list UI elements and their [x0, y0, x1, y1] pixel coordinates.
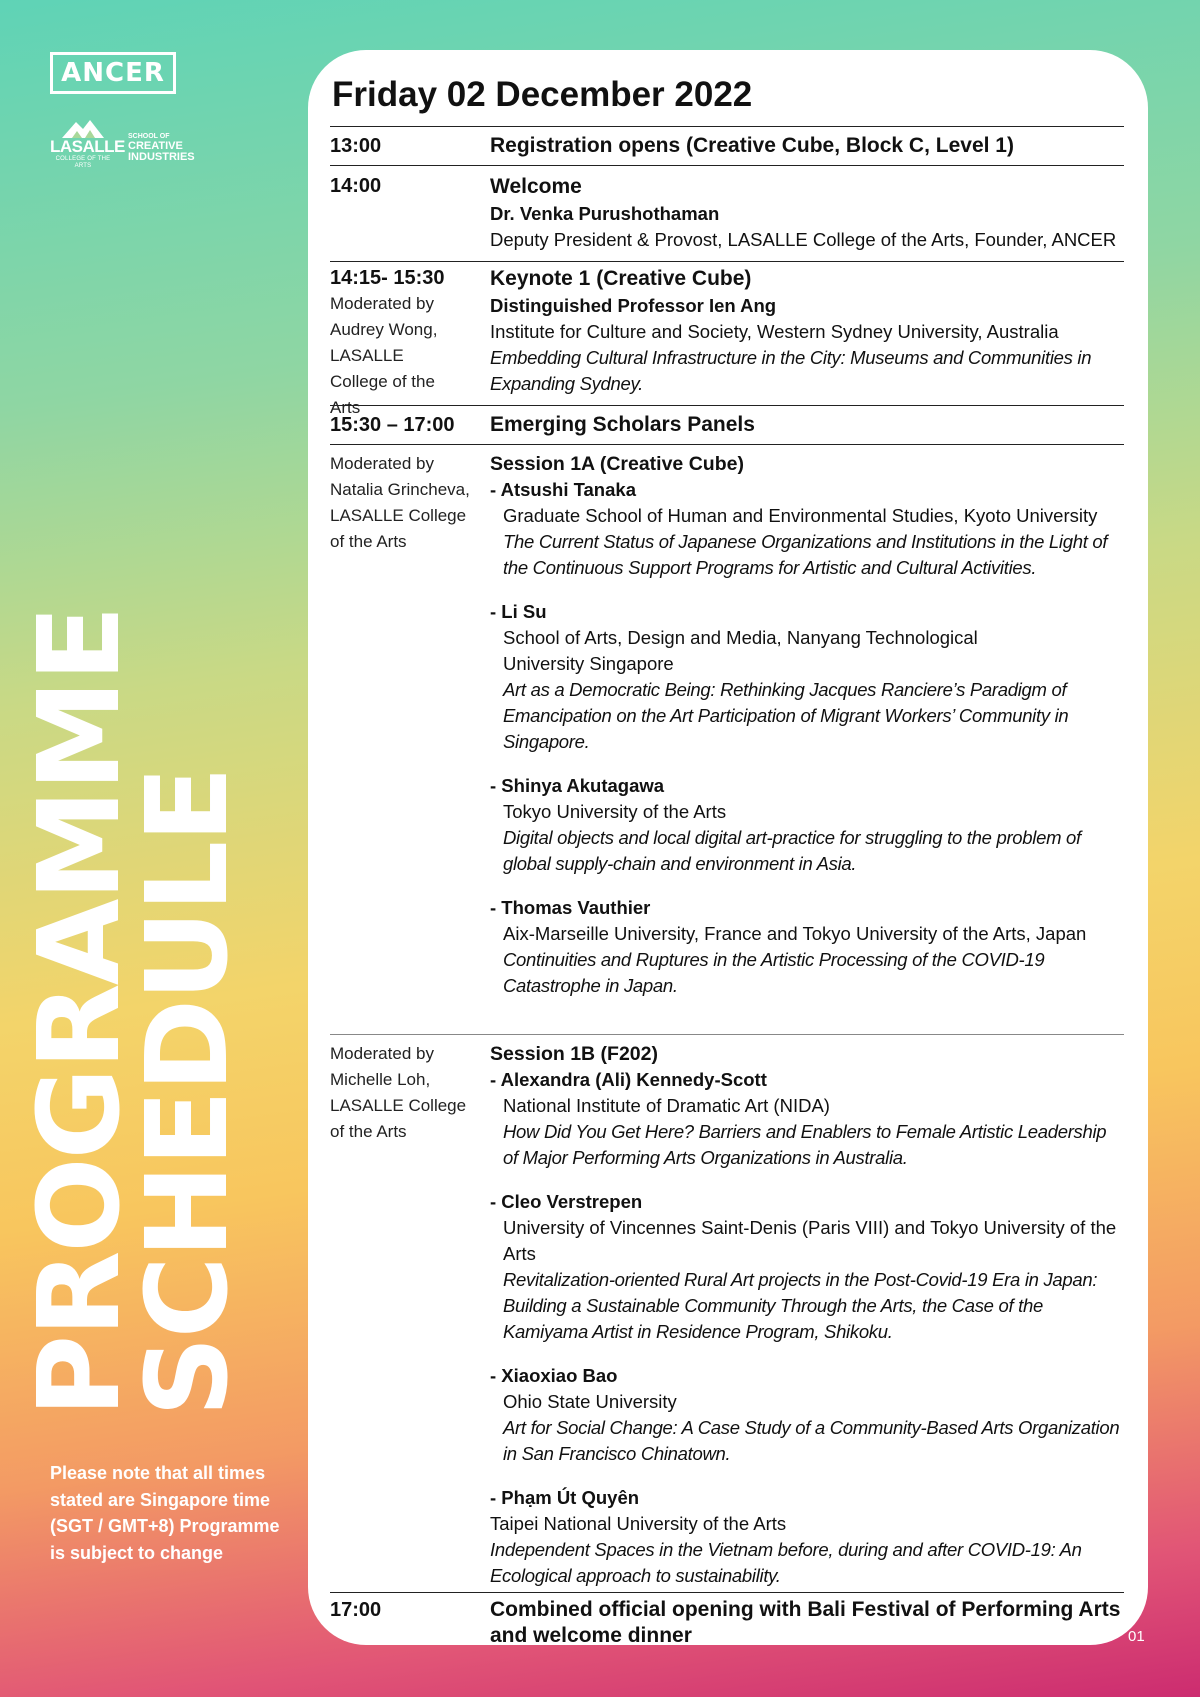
event-registration: Registration opens (Creative Cube, Block C, Level 1)	[490, 134, 1014, 157]
page-number: 01	[1128, 1628, 1145, 1645]
entry-1a-3-talk: Digital objects and local digital art-practice for struggling to the problem of global supply-chain and environment in Asia.	[503, 827, 1081, 874]
session-1a-content	[490, 451, 1124, 1034]
entry-1b-1-affiliation: National Institute of Dramatic Art (NIDA)	[503, 1095, 830, 1116]
entry-1a-3-name: - Shinya Akutagawa	[490, 775, 665, 796]
row-closing	[330, 1593, 1124, 1649]
talk-keynote: Embedding Cultural Infrastructure in the City: Museums and Communities in Expanding Sydney.	[490, 347, 1092, 394]
entry-1b-2	[490, 1189, 1124, 1345]
ancer-logo: ANCER	[50, 52, 176, 94]
event-closing: Combined official opening with Bali Festival of Performing Arts and welcome dinner	[490, 1598, 1121, 1647]
entry-1a-1-talk: The Current Status of Japanese Organizations and Institutions in the Light of the Continuous Support Programs for Artistic and Cultural Activities.	[503, 531, 1108, 578]
entry-1b-4	[490, 1485, 1124, 1589]
lasalle-wordmark: LASALLE	[50, 137, 125, 156]
entry-1b-2-talk: Revitalization-oriented Rural Art projects in the Post-Covid-19 Era in Japan: Building a Sustainable Community Through the Arts, the Case of the Kamiyama Artist in Residence Program, Shikoku.	[503, 1269, 1098, 1342]
event-keynote: Keynote 1 (Creative Cube)	[490, 267, 752, 290]
moderator-keynote: Moderated by Audrey Wong, LASALLE College of the Arts	[330, 294, 438, 417]
lasalle-logo	[50, 118, 125, 170]
row-session-1b	[330, 1035, 1124, 1593]
entry-1b-4-talk: Independent Spaces in the Vietnam before, during and after COVID-19: An Ecological approach to sustainability.	[490, 1539, 1082, 1586]
entry-1b-4-affiliation: Taipei National University of the Arts	[490, 1513, 787, 1534]
time-registration: 13:00	[330, 135, 382, 157]
moderator-session-1b: Moderated by Michelle Loh, LASALLE College of the Arts	[330, 1044, 467, 1141]
entry-1a-4	[490, 895, 1124, 999]
entry-1a-1-name: - Atsushi Tanaka	[490, 479, 636, 500]
lasalle-mountain-icon	[60, 118, 106, 138]
schedule-table	[330, 126, 1124, 1649]
entry-1b-3	[490, 1363, 1124, 1467]
sci-line-2: CREATIVE	[128, 140, 183, 152]
entry-1a-2	[490, 599, 1124, 755]
entry-1b-1	[490, 1067, 1124, 1171]
entry-1b-3-talk: Art for Social Change: A Case Study of a Community-Based Arts Organization in San Francisco Chinatown.	[503, 1417, 1120, 1464]
programme-schedule-title	[15, 607, 253, 1417]
sci-line-1: SCHOOL OF	[128, 133, 170, 140]
entry-1a-2-name: - Li Su	[490, 601, 547, 622]
time-panels: 15:30 – 17:00	[330, 414, 455, 436]
title-line-2: SCHEDULE	[123, 768, 253, 1417]
entry-1b-3-name: - Xiaoxiao Bao	[490, 1365, 618, 1386]
entry-1a-3	[490, 773, 1124, 877]
row-keynote	[330, 262, 1124, 417]
timezone-note: Please note that all times stated are Singapore time (SGT / GMT+8) Programme is subject to change	[50, 1463, 280, 1563]
entry-1a-1	[490, 477, 1124, 581]
school-creative-industries-logo	[128, 133, 195, 163]
entry-1b-3-affiliation: Ohio State University	[503, 1391, 677, 1412]
lasalle-subtitle: COLLEGE OF THE ARTS	[55, 156, 111, 169]
keynote-time-column	[330, 265, 490, 417]
schedule-card	[308, 50, 1148, 1645]
session-1a-title: Session 1A (Creative Cube)	[490, 453, 744, 475]
moderator-session-1a: Moderated by Natalia Grincheva, LASALLE College of the Arts	[330, 454, 470, 551]
entry-1a-1-affiliation: Graduate School of Human and Environmental Studies, Kyoto University	[503, 505, 1098, 526]
entry-1b-2-affiliation: University of Vincennes Saint-Denis (Paris VIII) and Tokyo University of the Arts	[503, 1217, 1117, 1264]
time-keynote: 14:15- 15:30	[330, 267, 445, 289]
keynote-content	[490, 265, 1124, 405]
speaker-welcome: Dr. Venka Purushothaman	[490, 203, 720, 224]
day-title: Friday 02 December 2022	[332, 75, 753, 114]
sci-line-3: INDUSTRIES	[128, 151, 195, 163]
session-1b-title: Session 1B (F202)	[490, 1043, 658, 1065]
welcome-content	[490, 173, 1124, 261]
row-welcome	[330, 166, 1124, 262]
time-closing: 17:00	[330, 1599, 382, 1621]
row-session-1a	[330, 445, 1124, 1035]
entry-1a-2-affiliation: School of Arts, Design and Media, Nanyang Technological University Singapore	[503, 627, 978, 674]
entry-1a-3-affiliation: Tokyo University of the Arts	[503, 801, 727, 822]
time-welcome: 14:00	[330, 175, 382, 197]
event-panels: Emerging Scholars Panels	[490, 413, 755, 436]
row-panels	[330, 406, 1124, 445]
session-1b-content	[490, 1041, 1124, 1592]
affiliation-welcome: Deputy President & Provost, LASALLE College of the Arts, Founder, ANCER	[490, 229, 1117, 250]
event-welcome: Welcome	[490, 175, 582, 198]
speaker-keynote: Distinguished Professor Ien Ang	[490, 295, 777, 316]
row-registration	[330, 127, 1124, 166]
entry-1a-2-talk: Art as a Democratic Being: Rethinking Jacques Ranciere’s Paradigm of Emancipation on the Art Participation of Migrant Workers’ Community in Singapore.	[503, 679, 1069, 752]
entry-1b-4-name: - Phạm Út Quyên	[490, 1487, 640, 1508]
affiliation-keynote: Institute for Culture and Society, Western Sydney University, Australia	[490, 321, 1059, 342]
title-line-1: PROGRAMME	[15, 607, 145, 1417]
entry-1a-4-talk: Continuities and Ruptures in the Artistic Processing of the COVID-19 Catastrophe in Japan.	[503, 949, 1045, 996]
entry-1b-2-name: - Cleo Verstrepen	[490, 1191, 643, 1212]
entry-1a-4-name: - Thomas Vauthier	[490, 897, 651, 918]
entry-1b-1-name: - Alexandra (Ali) Kennedy-Scott	[490, 1069, 767, 1090]
entry-1a-4-affiliation: Aix-Marseille University, France and Tokyo University of the Arts, Japan	[503, 923, 1087, 944]
entry-1b-1-talk: How Did You Get Here? Barriers and Enablers to Female Artistic Leadership of Major Performing Arts Organizations in Australia.	[503, 1121, 1107, 1168]
